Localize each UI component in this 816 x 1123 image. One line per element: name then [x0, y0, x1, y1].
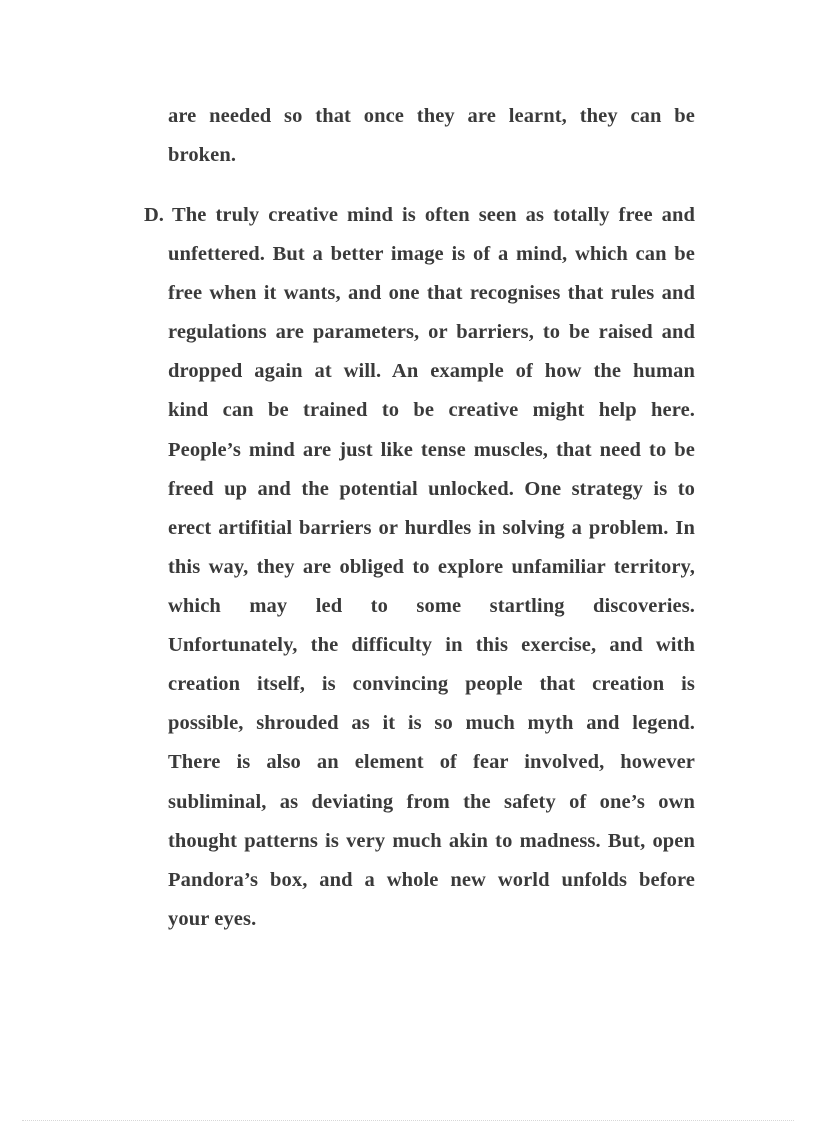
text-line: regulations are parameters, or barriers, to be raised and — [168, 321, 695, 343]
text-line: Pandora’s box, and a whole new world unfolds before — [168, 869, 695, 891]
text-line: free when it wants, and one that recognises that rules and — [168, 282, 695, 304]
text-line: broken. — [168, 144, 237, 166]
text-line: subliminal, as deviating from the safety of one’s own — [168, 791, 695, 813]
text-line: which may led to some startling discoveries. — [168, 595, 695, 617]
text-line: Unfortunately, the difficulty in this exercise, and with — [168, 634, 695, 656]
text-line: There is also an element of fear involved, however — [168, 751, 695, 773]
text-line: this way, they are obliged to explore unfamiliar territory, — [168, 556, 695, 578]
text-line: freed up and the potential unlocked. One strategy is to — [168, 478, 695, 500]
text-line: kind can be trained to be creative might help here. — [168, 399, 695, 421]
text-line: creation itself, is convincing people that creation is — [168, 673, 695, 695]
text-line: are needed so that once they are learnt, they can be — [168, 105, 695, 127]
text-line: People’s mind are just like tense muscles, that need to be — [168, 439, 695, 461]
text-line: your eyes. — [168, 908, 257, 930]
page-bottom-divider — [22, 1120, 794, 1121]
paragraph-marker: D. — [144, 204, 164, 226]
text-line: thought patterns is very much akin to madness. But, open — [168, 830, 695, 852]
text-line: possible, shrouded as it is so much myth and legend. — [168, 712, 695, 734]
text-line: erect artifitial barriers or hurdles in solving a problem. In — [168, 517, 695, 539]
text-line: The truly creative mind is often seen as totally free and — [172, 204, 695, 226]
text-line: dropped again at will. An example of how the human — [168, 360, 695, 382]
text-line: unfettered. But a better image is of a mind, which can be — [168, 243, 695, 265]
